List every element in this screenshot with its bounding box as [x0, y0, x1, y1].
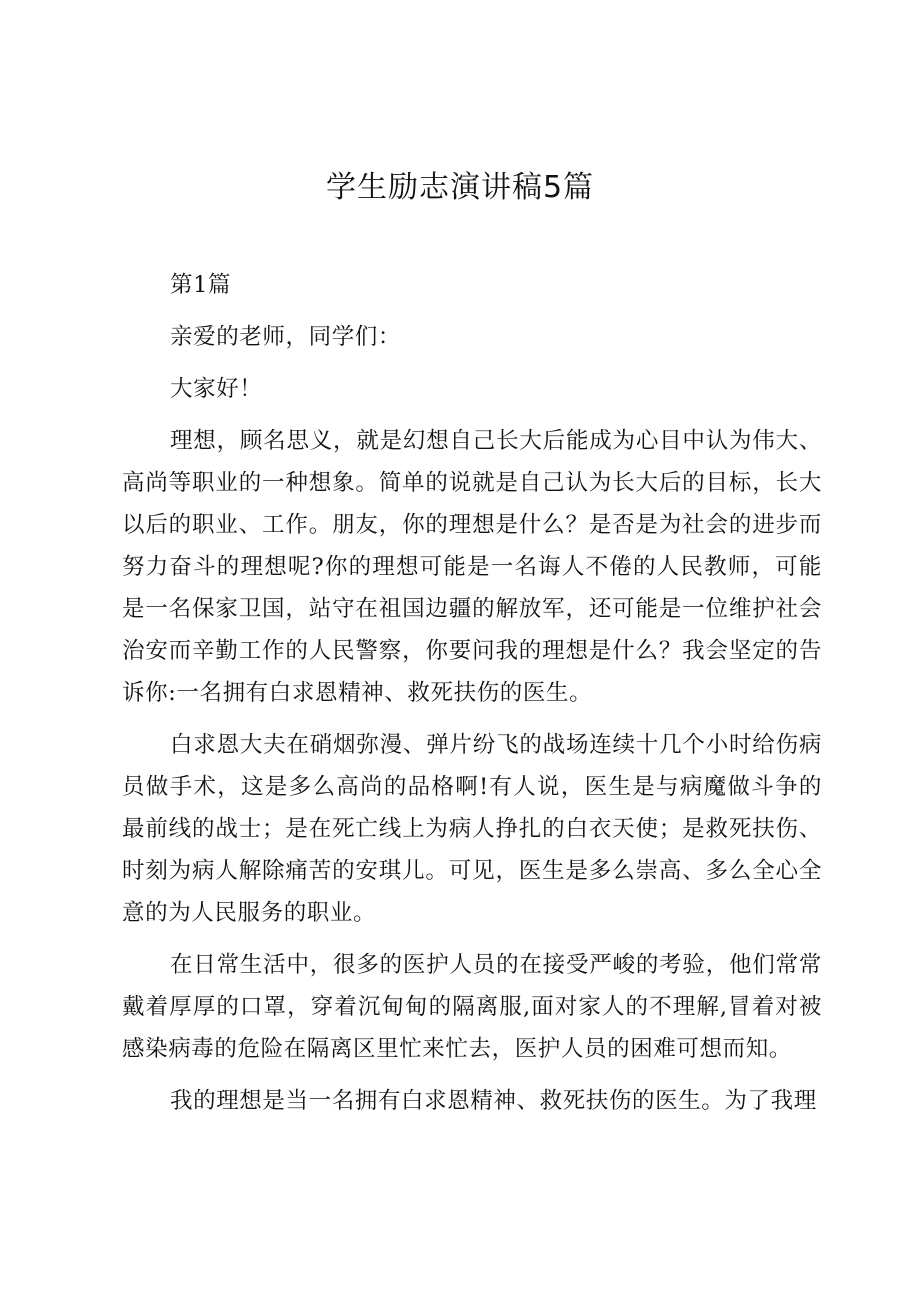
document-body — [122, 264, 822, 1122]
paragraph: 我的理想是当一名拥有白求恩精神、救死扶伤的医生。为了我理 — [170, 1088, 817, 1114]
salutation: 亲爱的老师，同学们： — [170, 324, 402, 350]
paragraph: 白求恩大夫在硝烟弥漫、弹片纷飞的战场连续十几个小时给伤病员做手术，这是多么高尚的品格啊!有人说，医生是与病魔做斗争的最前线的战士；是在死亡线上为病人挣扎的白衣天使；是救死扶伤、时刻为病人解除痛苦的安琪儿。可见，医生是多么崇高、多么全心全意的为人民服务的职业。 — [122, 732, 822, 926]
document-title: 学生励志演讲稿5篇 — [325, 170, 595, 205]
paragraph: 在日常生活中，很多的医护人员的在接受严峻的考验，他们常常戴着厚厚的口罩，穿着沉甸甸的隔离服,面对家人的不理解,冒着对被感染病毒的危险在隔离区里忙来忙去，医护人员的困难可想而知。 — [122, 952, 822, 1062]
paragraph: 理想，顾名思义，就是幻想自己长大后能成为心目中认为伟大、高尚等职业的一种想象。简单的说就是自己认为长大后的目标，长大以后的职业、工作。朋友，你的理想是什么？是否是为社会的进步而努力奋斗的理想呢?你的理想可能是一名诲人不倦的人民教师，可能是一名保家卫国，站守在祖国边疆的解放军，还可能是一位维护社会治安而辛勤工作的人民警察，你要问我的理想是什么？我会坚定的告诉你:一名拥有白求恩精神、救死扶伤的医生。 — [122, 428, 822, 706]
greeting: 大家好！ — [170, 376, 263, 402]
section-label: 第1篇 — [170, 272, 232, 298]
